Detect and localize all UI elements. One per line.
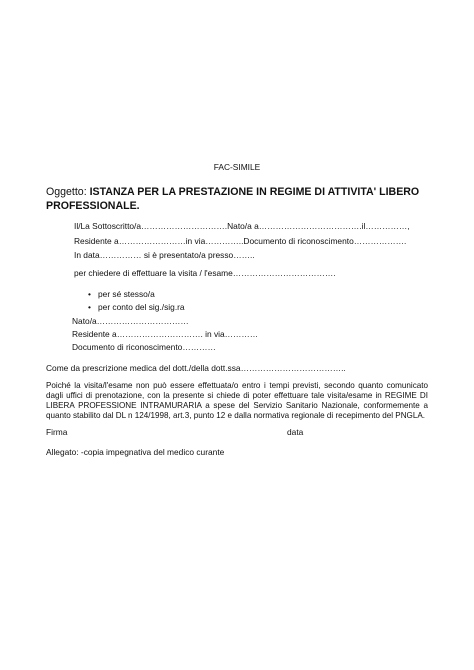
option-self [88, 289, 155, 299]
residente-line: Residente a……………………in via…………..Documento di riconoscimento………………. [74, 236, 407, 246]
prescrizione-line: Come da prescrizione medica del dott./della dott.ssa……………………………….. [46, 363, 346, 373]
subject-text: ISTANZA PER LA PRESTAZIONE IN REGIME DI ATTIVITA' LIBERO PROFESSIONALE. [46, 186, 420, 212]
option-other-label: per conto del sig./sig.ra [98, 302, 185, 312]
bullet-icon: • [88, 302, 91, 312]
bullet-icon: • [88, 289, 91, 299]
option-self-label: per sé stesso/a [98, 289, 155, 299]
firma-label: Firma [46, 427, 68, 437]
sottoscritto-line: Il/La Sottoscritto/a………………………….Nato/a a……………………………….il……………, [74, 221, 410, 231]
nato-line-2: Nato/a…………………………… [72, 316, 189, 326]
data-label: data [287, 427, 304, 437]
residente-line-2: Residente a…………………………. in via………… [72, 329, 259, 339]
option-other [88, 302, 185, 312]
documento-line-2: Documento di riconoscimento………… [72, 342, 216, 352]
fac-simile-heading: FAC-SIMILE [213, 162, 261, 172]
request-line: per chiedere di effettuare la visita / l'esame………………………………. [74, 268, 336, 278]
request-paragraph: Poiché la visita/l'esame non può essere effettuata/o entro i tempi previsti, secondo quanto comunicato dagli uffici di prenotazione, con la presente si chiede di poter effettuare tale visita/esame in REGIME DI LIBERA PROFESSIONE INTRAMURARIA a spese del Servizio Sanitario Nazionale, conformemente a quanto stabilito dal DL n 124/1998, art.3, punto 12 e dalla normativa regionale di recepimento del PNGLA. [46, 381, 428, 420]
in-data-line: In data…………… si è presentato/a presso…….. [74, 250, 255, 260]
subject-label: Oggetto: [46, 186, 87, 198]
allegato-line: Allegato: -copia impegnativa del medico curante [46, 447, 225, 457]
subject-title [46, 185, 426, 213]
